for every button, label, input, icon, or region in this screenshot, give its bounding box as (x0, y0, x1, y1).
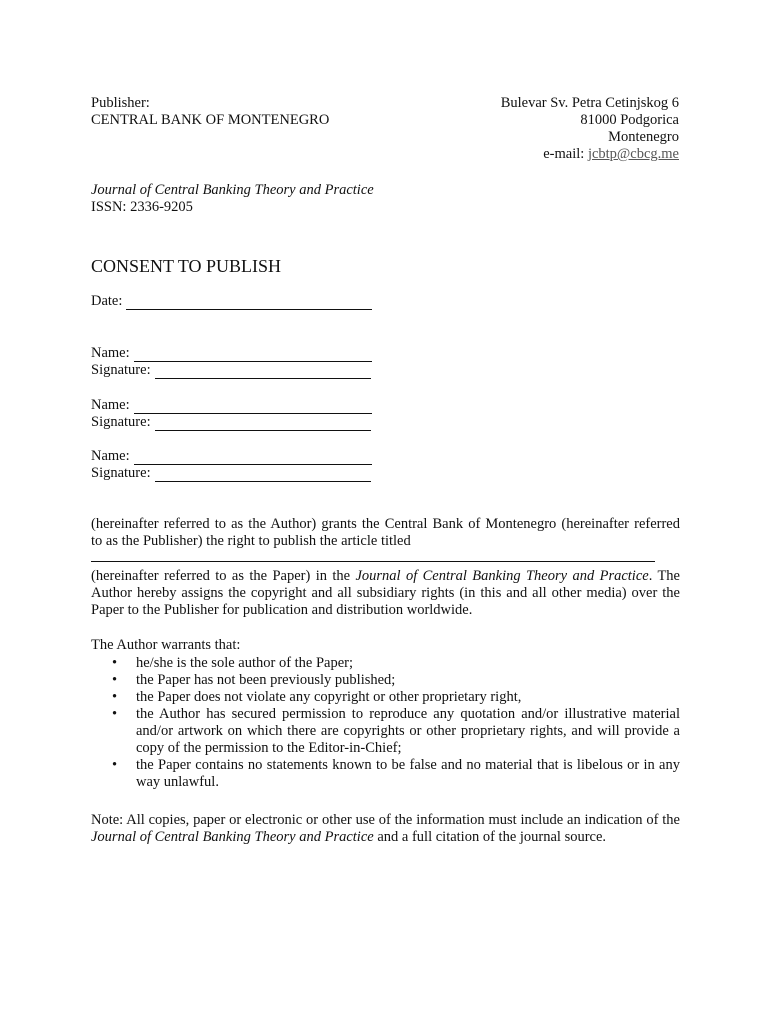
list-item (112, 706, 680, 757)
note-paragraph (91, 812, 680, 846)
name-label: Name: (91, 345, 130, 361)
name-input-line[interactable] (134, 348, 372, 362)
bullet-icon: • (112, 655, 118, 671)
journal-name: Journal of Central Banking Theory and Practice (91, 182, 374, 198)
name-input-line[interactable] (134, 451, 372, 465)
journal-name-inline: Journal of Central Banking Theory and Practice (91, 829, 374, 845)
bullet-icon: • (112, 757, 118, 773)
author-3-signature-field (91, 465, 371, 482)
address-city: 81000 Podgorica (580, 112, 679, 128)
list-item-text: the Paper does not violate any copyright or other proprietary right, (136, 689, 522, 705)
name-label: Name: (91, 448, 130, 464)
author-2-name-field (91, 397, 372, 414)
grant-line-post: . The (648, 568, 680, 584)
address-email-line (501, 146, 679, 163)
list-item-text: the Author has secured permission to reproduce any quotation and/or illustrative material and/or artwork on which there are copyrights or other proprietary rights, and will provide a copy of the permission to the Editor-in-Chief; (136, 706, 680, 756)
author-3-name-field (91, 448, 372, 465)
list-item (112, 672, 680, 689)
bullet-icon: • (112, 689, 118, 705)
address-country: Montenegro (608, 129, 679, 145)
list-item (112, 757, 680, 791)
list-item-text: the Paper has not been previously published; (136, 672, 396, 688)
signature-input-line[interactable] (155, 365, 371, 379)
note-line (91, 829, 680, 846)
address-block (501, 95, 679, 163)
publisher-name: CENTRAL BANK OF MONTENEGRO (91, 112, 330, 128)
page-title: CONSENT TO PUBLISH (91, 256, 282, 276)
warranty-intro: The Author warrants that: (91, 637, 241, 653)
grant-paragraph (91, 516, 680, 550)
publisher-label: Publisher: (91, 95, 150, 111)
publisher-block (91, 95, 329, 129)
email-link[interactable]: jcbtp@cbcg.me (587, 146, 679, 162)
signature-label: Signature: (91, 465, 151, 481)
journal-issn: ISSN: 2336-9205 (91, 199, 193, 215)
grant-line: to as the Publisher) the right to publish the article titled (91, 533, 411, 549)
email-label: e-mail: (543, 146, 585, 162)
bullet-icon: • (112, 672, 118, 688)
signature-input-line[interactable] (155, 468, 371, 482)
grant-line (91, 568, 680, 585)
name-label: Name: (91, 397, 130, 413)
author-2-signature-field (91, 414, 371, 431)
date-input-line[interactable] (126, 296, 372, 310)
bullet-icon: • (112, 706, 118, 722)
note-line-post: and a full citation of the journal source. (373, 829, 607, 845)
article-title-input-line[interactable] (91, 561, 655, 562)
grant-line: Author hereby assigns the copyright and all subsidiary rights (in this and all other media) over the (91, 585, 680, 601)
name-input-line[interactable] (134, 400, 372, 414)
signature-input-line[interactable] (155, 417, 371, 431)
note-line: Note: All copies, paper or electronic or other use of the information must include an indication of the (91, 812, 680, 828)
address-street: Bulevar Sv. Petra Cetinjskog 6 (500, 95, 679, 111)
list-item-text: the Paper contains no statements known to be false and no material that is libelous or in any way unlawful. (136, 757, 680, 790)
date-field (91, 293, 372, 310)
signature-label: Signature: (91, 362, 151, 378)
grant-paragraph-continued (91, 568, 680, 619)
warranty-list (112, 655, 680, 791)
list-item (112, 689, 680, 706)
grant-line: Paper to the Publisher for publication and distribution worldwide. (91, 602, 473, 618)
date-label: Date: (91, 293, 123, 309)
grant-line-pre: (hereinafter referred to as the Paper) in the (91, 568, 356, 584)
journal-block (91, 182, 374, 216)
signature-label: Signature: (91, 414, 151, 430)
author-1-name-field (91, 345, 372, 362)
list-item (112, 655, 680, 672)
journal-name-inline: Journal of Central Banking Theory and Practice (355, 568, 649, 584)
list-item-text: he/she is the sole author of the Paper; (136, 655, 354, 671)
grant-line: (hereinafter referred to as the Author) grants the Central Bank of Montenegro (hereinafter referred (91, 516, 680, 532)
author-1-signature-field (91, 362, 371, 379)
